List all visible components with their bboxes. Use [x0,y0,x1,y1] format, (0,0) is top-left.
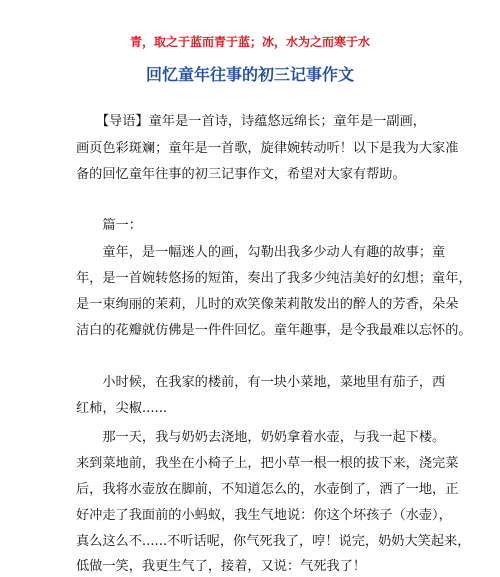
paragraph-line: 低做一笑，我更生气了，接着，又说：气死我了！ [76,559,367,574]
paragraph-line: 好冲走了我面前的小蚂蚁，我生气地说：你这个坏孩子（水壶）， [76,508,452,523]
header-quote: 青，取之于蓝而青于蓝；冰，水为之而寒于水 [129,35,370,49]
intro-line: 【导语】童年是一首诗，诗蕴悠远绵长；童年是一副画， [76,114,426,129]
paragraph-line: 那一天，我与奶奶去浇地，奶奶拿着水壶，与我一起下楼。 [76,430,446,445]
paragraph-line: 洁白的花瓣就仿佛是一件件回忆。童年趣事，是令我最难以忘怀的。 [76,323,472,338]
paragraph-line: 是一束绚丽的茉莉，儿时的欢笑像茉莉散发出的醉人的芳香，朵朵 [76,297,459,312]
intro-line: 备的回忆童年往事的初三记事作文，希望对大家有帮助。 [76,167,406,182]
intro-line: 画页色彩斑斓；童年是一首歌，旋律婉转动听！以下是我为大家准 [76,141,459,156]
paragraph-line: 来到菜地前，我坐在小椅子上，把小草一根一根的拔下来，浇完菜 [76,456,459,471]
paragraph-line: 后，我将水壶放在脚前，不知道怎么的，水壶倒了，洒了一地，正 [76,482,459,497]
paragraph-line: 真么这么不......不听话呢，你气死我了，哼！说完，奶奶大笑起来， [76,534,471,549]
paragraph-line: 红柿，尖椒...... [76,401,168,416]
paragraph-line: 小时候，在我家的楼前，有一块小菜地，菜地里有茄子，西 [76,375,446,390]
paragraph-line: 年，是一首婉转悠扬的短笛，奏出了我多少纯洁美好的幻想；童年， [76,271,472,286]
section-label: 篇一： [76,218,142,233]
page-title: 回忆童年往事的初三记事作文 [145,65,354,84]
paragraph-line: 童年，是一幅迷人的画，勾勒出我多少动人有趣的故事；童 [76,245,446,260]
